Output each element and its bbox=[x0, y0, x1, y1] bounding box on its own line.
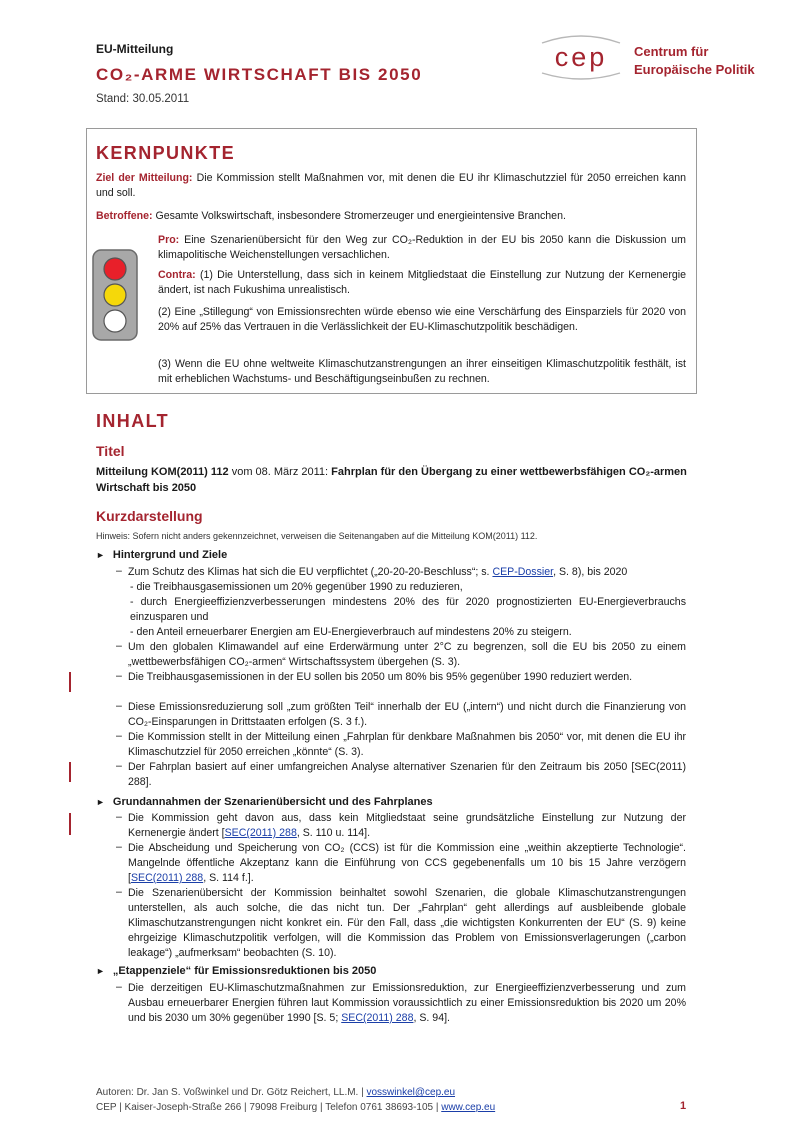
dash-icon: – bbox=[116, 760, 122, 772]
list-item bbox=[128, 811, 686, 841]
list-item-text: , S. 94]. bbox=[413, 1012, 450, 1024]
betroffene-label: Betroffene: bbox=[96, 210, 153, 222]
ziel-text: Die Kommission stellt Maßnahmen vor, mit denen die EU ihr Klimaschutzziel für 2050 erreichen kann und soll. bbox=[96, 172, 686, 199]
footer-address bbox=[96, 1100, 495, 1115]
logo-line-1: Centrum für bbox=[634, 44, 709, 59]
kurzdarstellung-heading: Kurzdarstellung bbox=[96, 508, 203, 524]
logo-line-2: Europäische Politik bbox=[634, 62, 755, 77]
footer-address-text: CEP | Kaiser-Joseph-Straße 266 | 79098 Freiburg | Telefon 0761 38693-105 | bbox=[96, 1102, 442, 1113]
sub-list-item: - durch Energieeffizienzverbesserungen mindestens 20% des für 2020 prognostizierten EU-Energieverbrauchs einzusparen und bbox=[130, 596, 686, 623]
dash-icon: – bbox=[116, 841, 122, 853]
inhalt-heading: INHALT bbox=[96, 411, 170, 431]
bullet-arrow-icon: ► bbox=[96, 797, 105, 807]
list-item bbox=[128, 565, 686, 580]
bullet-arrow-icon: ► bbox=[96, 550, 105, 560]
traffic-light-red bbox=[104, 258, 126, 280]
sub-list-item: - den Anteil erneuerbarer Energien am EU-Energieverbrauch auf mindestens 20% zu steigern. bbox=[130, 626, 572, 638]
list-item bbox=[128, 981, 686, 1026]
list-item-text: , S. 110 u. 114]. bbox=[296, 827, 371, 839]
footer-authors-text: Autoren: Dr. Jan S. Voßwinkel und Dr. Götz Reichert, LL.M. | bbox=[96, 1087, 367, 1098]
contra-text-1: (1) Die Unterstellung, dass sich in keinem Mitgliedstaat die Einstellung zur Nutzung der Kernenergie ändert, ist nach Fukushima unrealistisch. bbox=[158, 269, 686, 296]
list-item: Diese Emissionsreduzierung soll „zum größten Teil“ innerhalb der EU („intern“) und nicht durch die Finanzierung von CO₂-Einsparungen in Drittstaaten erfolgen (S. 3 f.). bbox=[128, 701, 686, 728]
traffic-light-white bbox=[104, 310, 126, 332]
dash-icon: – bbox=[116, 700, 122, 712]
revision-marker bbox=[69, 813, 71, 835]
list-item-text: , S. 8), bis 2020 bbox=[553, 566, 628, 578]
pro-text: Eine Szenarienübersicht für den Weg zur CO₂-Reduktion in der EU bis 2050 kann die Diskussion um klimapolitische Weichenstellungen versachlichen. bbox=[158, 234, 686, 261]
list-item: Die Kommission stellt in der Mitteilung einen „Fahrplan für denkbare Maßnahmen bis 2050“ vor, mit denen die EU ihr Klimaschutzziel für 2050 erreichen „könnte“ (S. 3). bbox=[128, 731, 686, 758]
pro-label: Pro: bbox=[158, 234, 180, 246]
dash-icon: – bbox=[116, 981, 122, 993]
dash-icon: – bbox=[116, 640, 122, 652]
betroffene-paragraph bbox=[96, 209, 686, 224]
section-grundannahmen bbox=[96, 796, 433, 808]
page-reference-hint: Hinweis: Sofern nicht anders gekennzeichnet, verweisen die Seitenangaben auf die Mitteilung KOM(2011) 112. bbox=[96, 531, 538, 541]
cep-dossier-link[interactable]: CEP-Dossier bbox=[492, 566, 554, 578]
list-item-text: Die Kommission geht davon aus, dass kein Mitgliedstaat seine grundsätzliche Einstellung zur Nutzung der Kernenergie ändert [ bbox=[128, 812, 686, 839]
revision-marker bbox=[69, 672, 71, 692]
list-item-text: , S. 114 f.]. bbox=[203, 872, 254, 884]
list-item-text: Die derzeitigen EU-Klimaschutzmaßnahmen zur Emissionsreduktion, zur Energieeffizienzverbesserung und zum Ausbau erneuerbarer Energien führen laut Kommission voraussichtlich zu einer Emissionsreduktion bis 2020 um 20% und bis 2030 um 30% gegenüber 1990 [S. 5; bbox=[128, 982, 686, 1024]
bullet-arrow-icon: ► bbox=[96, 966, 105, 976]
ziel-label: Ziel der Mitteilung: bbox=[96, 172, 193, 184]
section-etappenziele bbox=[96, 965, 376, 977]
list-item-text: Zum Schutz des Klimas hat sich die EU verpflichtet („20-20-20-Beschluss“; s. bbox=[128, 566, 493, 578]
section-title: Grundannahmen der Szenarienübersicht und des Fahrplanes bbox=[112, 796, 433, 808]
traffic-light-icon bbox=[92, 249, 138, 341]
reference-title: Fahrplan für den Übergang zu einer wettbewerbsfähigen CO₂-armen Wirtschaft bis 2050 bbox=[96, 466, 687, 494]
list-item: Der Fahrplan basiert auf einer umfangreichen Analyse alternativer Szenarien für den Zeitraum bis 2050 [SEC(2011) 288]. bbox=[128, 761, 686, 788]
document-kicker: EU-Mitteilung bbox=[96, 42, 174, 56]
ziel-paragraph bbox=[96, 171, 686, 201]
dash-icon: – bbox=[116, 730, 122, 742]
reference-number: Mitteilung KOM(2011) 112 bbox=[96, 466, 229, 478]
dash-icon: – bbox=[116, 670, 122, 682]
sec-2011-288-link[interactable]: SEC(2011) 288 bbox=[130, 872, 204, 884]
sec-2011-288-link[interactable]: SEC(2011) 288 bbox=[341, 1012, 414, 1024]
list-item-text: Die Abscheidung und Speicherung von CO₂ (CCS) ist für die Kommission eine „weithin akzeptierte Technologie“. Mangelnde öffentliche Akzeptanz kann die Einführung von CCS gegebenenfalls um 10 bis 15 Jahre verzögern [ bbox=[128, 842, 686, 884]
sub-list-item: - die Treibhausgasemissionen um 20% gegenüber 1990 zu reduzieren, bbox=[130, 581, 463, 593]
email-link[interactable]: vosswinkel@cep.eu bbox=[366, 1087, 456, 1098]
document-reference bbox=[96, 464, 696, 496]
cep-logo-text bbox=[634, 43, 755, 79]
list-item: Die Szenarienübersicht der Kommission beinhaltet sowohl Szenarien, die globale Klimaschutzanstrengungen unterstellen, als auch solche, die das nicht tun. Der „Fahrplan“ geht allerdings auf ausbleibende globale Klimaschutzanstrengungen nicht konkret ein. Für den Fall, dass „die wichtigsten Konkurrenten der EU“ (S. 9) keine ehrgeizige Klimaschutzpolitik verfolgen, will die Kommission das Problem von Emissionsverlagerungen („carbon leakage“) „aufmerksam“ beobachten (S. 10). bbox=[128, 887, 686, 959]
cep-logo bbox=[536, 33, 626, 81]
footer-authors bbox=[96, 1085, 495, 1100]
traffic-light-yellow bbox=[104, 284, 126, 306]
contra-paragraph-3: (3) Wenn die EU ohne weltweite Klimaschutzanstrengungen an ihrer einseitigen Klimaschutzpolitik festhält, ist mit erheblichen Wachstums- und Beschäftigungseinbußen zu rechnen. bbox=[158, 358, 686, 385]
document-title: CO₂-ARME WIRTSCHAFT BIS 2050 bbox=[96, 65, 423, 84]
list-item bbox=[128, 841, 686, 886]
sec-2011-288-link[interactable]: SEC(2011) 288 bbox=[224, 827, 297, 839]
pro-paragraph bbox=[158, 233, 686, 263]
kernpunkte-heading: KERNPUNKTE bbox=[96, 143, 236, 163]
dash-icon: – bbox=[116, 565, 122, 577]
contra-paragraph-1 bbox=[158, 268, 686, 298]
section-title: Hintergrund und Ziele bbox=[112, 549, 228, 561]
website-link[interactable]: www.cep.eu bbox=[441, 1102, 496, 1113]
page-number: 1 bbox=[680, 1100, 687, 1112]
dash-icon: – bbox=[116, 886, 122, 898]
document-date: Stand: 30.05.2011 bbox=[96, 93, 190, 105]
contra-label: Contra: bbox=[158, 269, 196, 281]
cep-logo-mark: cep bbox=[554, 42, 608, 72]
section-hintergrund bbox=[96, 549, 227, 561]
list-item: Um den globalen Klimawandel auf eine Erderwärmung unter 2°C zu begrenzen, soll die EU bis 2050 zu einem „wettbewerbsfähigen CO₂-armen“ Wirtschaftssystem übergehen (S. 3). bbox=[128, 641, 686, 668]
titel-heading: Titel bbox=[96, 443, 125, 459]
section-title: „Etappenziele“ für Emissionsreduktionen bis 2050 bbox=[112, 965, 377, 977]
betroffene-text: Gesamte Volkswirtschaft, insbesondere Stromerzeuger und energieintensive Branchen. bbox=[155, 210, 566, 222]
dash-icon: – bbox=[116, 811, 122, 823]
footer bbox=[96, 1085, 495, 1115]
list-item: Die Treibhausgasemissionen in der EU sollen bis 2050 um 80% bis 95% gegenüber 1990 reduziert werden. bbox=[128, 671, 633, 683]
revision-marker bbox=[69, 762, 71, 782]
reference-date: vom 08. März 2011: bbox=[228, 466, 332, 478]
contra-paragraph-2: (2) Eine „Stillegung“ von Emissionsrechten würde ebenso wie eine Verschärfung des Einsparziels für 2020 von 20% auf 25% das Vertrauen in die Verlässlichkeit der EU-Klimaschutzpolitik beschädigen. bbox=[158, 306, 686, 333]
